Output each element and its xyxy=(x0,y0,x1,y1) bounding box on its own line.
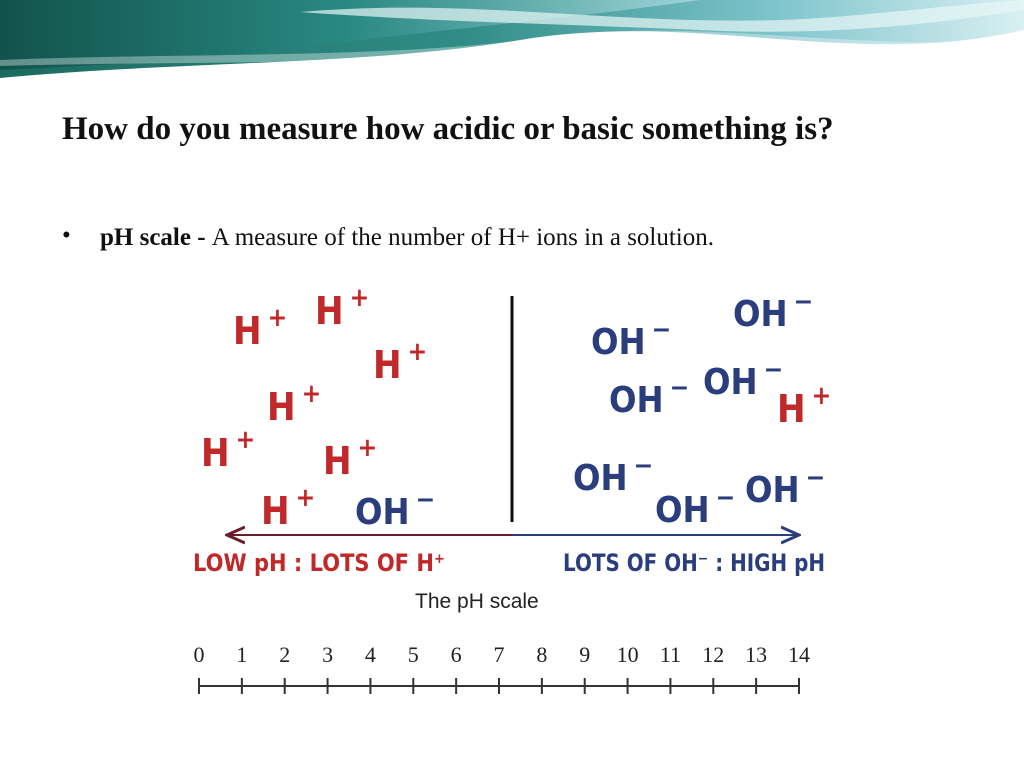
ph-tick-label: 8 xyxy=(536,642,548,667)
ph-scale-title: The pH scale xyxy=(415,590,539,613)
low-ph-caption: LOW pH : LOTS OF H⁺ xyxy=(193,549,445,577)
ph-tick-label: 2 xyxy=(279,642,291,667)
hydroxide-ion: OH − xyxy=(655,483,736,531)
hydrogen-ion: H + xyxy=(201,425,256,475)
ph-tick-labels xyxy=(194,642,811,667)
ph-tick-label: 14 xyxy=(788,642,810,667)
ph-tick-label: 12 xyxy=(702,642,725,667)
hydroxide-ion: OH − xyxy=(591,315,672,363)
ph-tick-label: 10 xyxy=(616,642,639,667)
ph-tick-label: 4 xyxy=(364,642,376,667)
hydroxide-ion: OH − xyxy=(573,451,654,499)
hydroxide-ion: OH − xyxy=(733,287,814,335)
ph-tick-label: 11 xyxy=(659,642,682,667)
hydrogen-ion: H + xyxy=(261,483,316,533)
ph-tick-label: 6 xyxy=(450,642,462,667)
hydrogen-ion: H + xyxy=(373,337,428,387)
ph-tick-label: 0 xyxy=(193,642,205,667)
hydroxide-ion: OH − xyxy=(745,463,826,511)
slide-title: How do you measure how acidic or basic something is? xyxy=(62,111,834,147)
header-wave-banner xyxy=(0,0,1024,80)
acid-ion-group xyxy=(201,283,435,533)
hydroxide-ion: OH − xyxy=(609,373,690,421)
hydrogen-ion: H + xyxy=(315,283,370,333)
hydrogen-ion: H + xyxy=(777,381,832,431)
ph-tick-label: 5 xyxy=(407,642,419,667)
high-ph-caption: LOTS OF OH⁻ : HIGH pH xyxy=(563,549,825,577)
ph-tick-label: 7 xyxy=(493,642,505,667)
bullet-definition: A measure of the number of H+ ions in a solution. xyxy=(211,224,715,251)
ph-tick-label: 13 xyxy=(745,642,768,667)
base-ion-group xyxy=(573,287,831,531)
hydrogen-ion: H + xyxy=(267,379,322,429)
ph-tick-label: 9 xyxy=(579,642,591,667)
bullet-symbol: • xyxy=(62,222,71,249)
hydroxide-ion: OH − xyxy=(703,355,784,403)
hydrogen-ion: H + xyxy=(233,303,288,353)
hydroxide-ion: OH − xyxy=(355,485,436,533)
ph-tick-label: 1 xyxy=(236,642,248,667)
hydrogen-ion: H + xyxy=(323,433,378,483)
ph-tick-label: 3 xyxy=(322,642,334,667)
bullet-term: pH scale - xyxy=(100,224,212,251)
ph-scale-diagram xyxy=(185,280,835,700)
bullet-content xyxy=(100,224,714,252)
